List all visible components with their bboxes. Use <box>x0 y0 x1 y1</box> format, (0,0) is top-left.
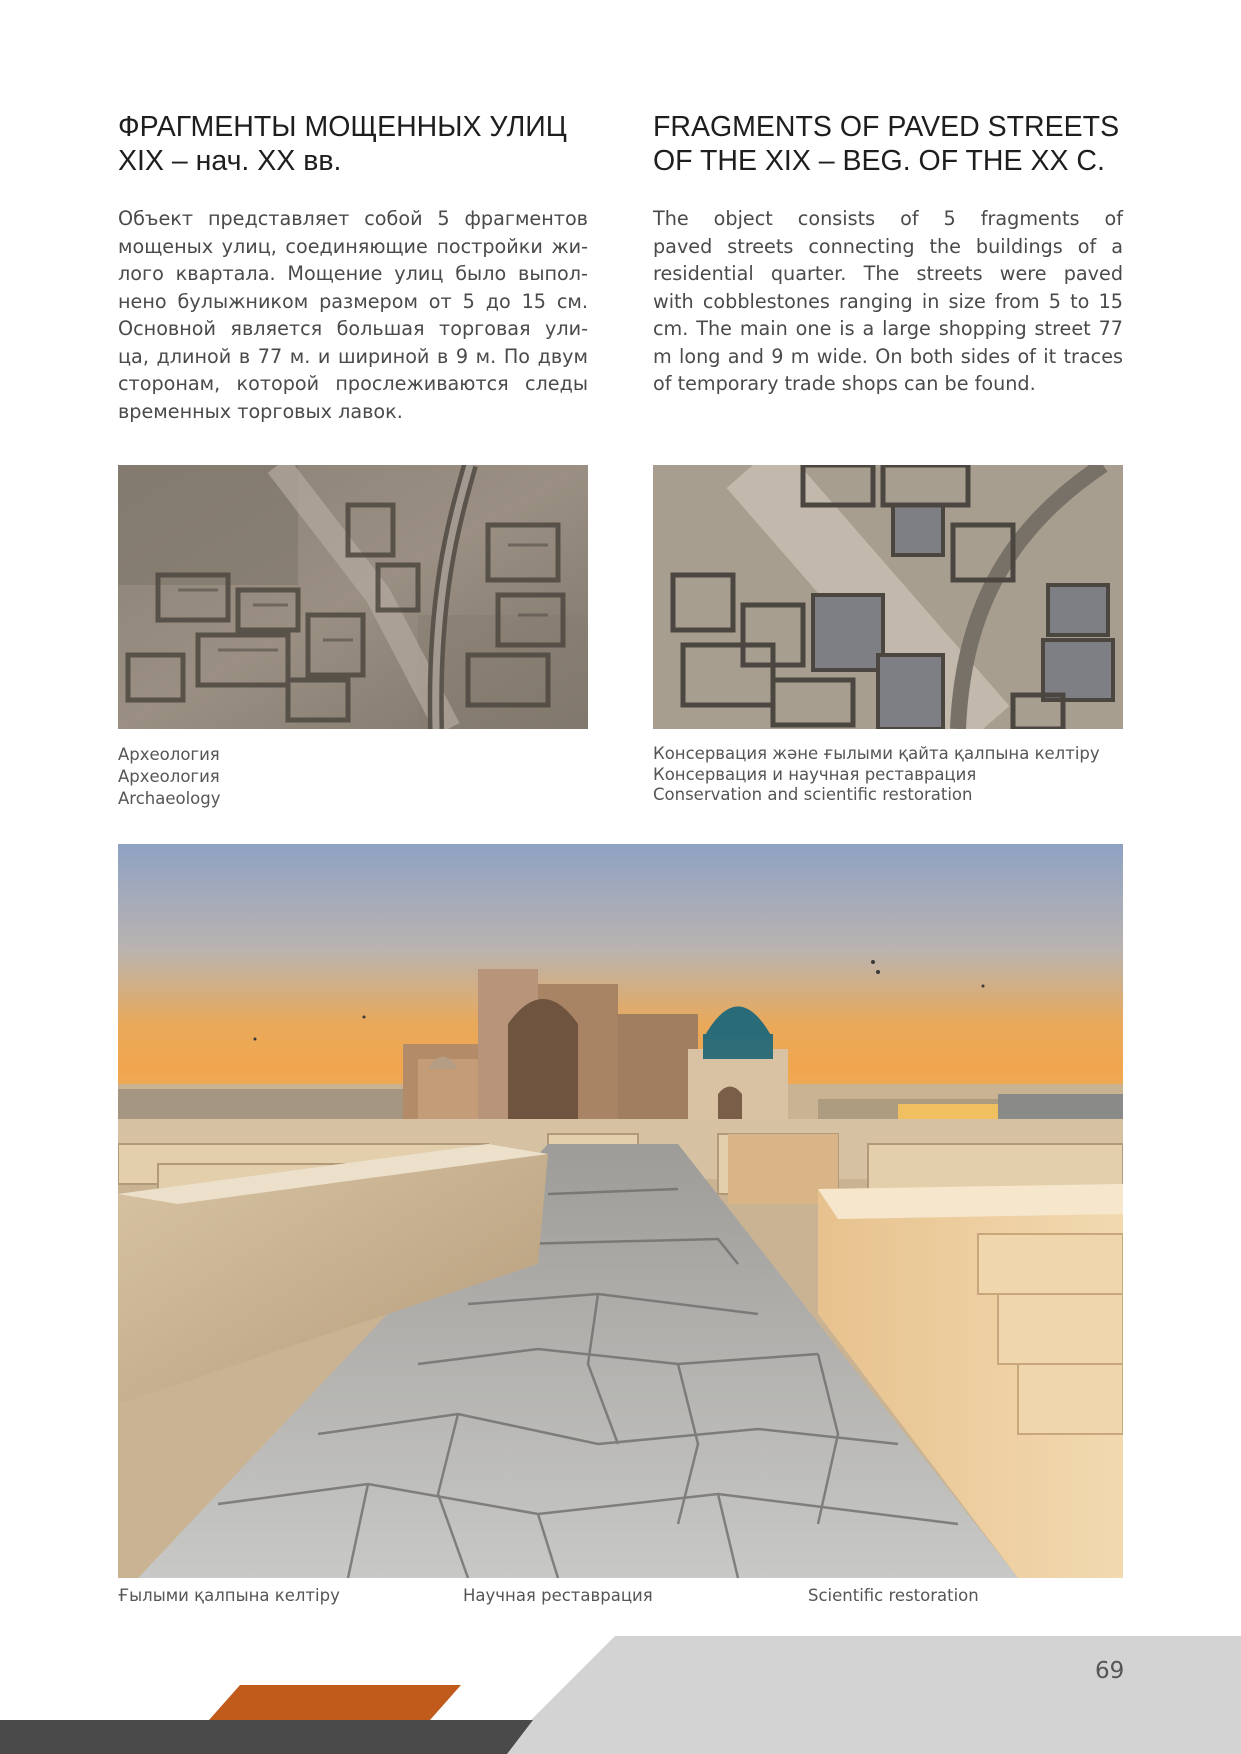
footer-orange-accent <box>209 1685 461 1720</box>
paragraph-line: m long and 9 m wide. On both sides of it traces <box>653 344 1123 368</box>
heading-russian-line: ФРАГМЕНТЫ МОЩЕННЫХ УЛИЦ <box>118 111 567 143</box>
paragraph-line: residential quarter. The streets were paved <box>653 262 1123 285</box>
paragraph-line: Основной является большая торговая ули- <box>118 317 588 340</box>
caption-line: Conservation and scientific restoration <box>653 785 973 804</box>
paragraph-line: of temporary trade shops can be found. <box>653 372 1036 395</box>
paragraph-line: with cobblestones ranging in size from 5 to 15 <box>653 289 1123 313</box>
heading-english-line: FRAGMENTS OF PAVED STREETS <box>653 111 1120 143</box>
page-number: 69 <box>1095 1658 1125 1684</box>
heading-russian <box>118 110 588 178</box>
paragraph-line: The object consists of 5 fragments of <box>653 207 1123 230</box>
paved-street-mausoleum-photo <box>118 844 1123 1578</box>
caption-bottom-russian <box>463 1585 653 1607</box>
footer-dark-bar <box>0 1720 533 1754</box>
caption-bottom-kazakh <box>118 1585 340 1607</box>
paragraph-line: Объект представляет собой 5 фрагментов <box>118 207 588 230</box>
paragraph-line: сторонам, которой прослеживаются следы <box>118 372 588 395</box>
footer-decoration <box>0 1630 1241 1754</box>
paragraph-line: paved streets connecting the buildings of a <box>653 234 1123 258</box>
paragraph-english <box>653 205 1123 398</box>
heading-russian-line: XIX – нач. XX вв. <box>118 145 342 177</box>
caption-line: Археология <box>118 767 220 786</box>
paragraph-line: ца, длиной в 77 м. и шириной в 9 м. По двум <box>118 344 588 368</box>
paragraph-line: cm. The main one is a large shopping street 77 <box>653 317 1123 340</box>
paragraph-line: нено булыжником размером от 5 до 15 см. <box>118 289 588 313</box>
caption-line: Scientific restoration <box>808 1586 979 1605</box>
caption-line: Archaeology <box>118 789 221 808</box>
caption-right-photo <box>653 744 1100 806</box>
aerial-excavation-photo <box>118 465 588 729</box>
caption-bottom-english <box>808 1585 979 1607</box>
caption-left-photo <box>118 744 221 810</box>
caption-line: Археология <box>118 745 220 764</box>
caption-line: Консервация және ғылыми қайта қалпына келтіру <box>653 744 1100 763</box>
aerial-restored-quarter-photo <box>653 465 1123 729</box>
paragraph-line: лого квартала. Мощение улиц было выпол- <box>118 262 588 285</box>
paragraph-line: временных торговых лавок. <box>118 399 403 423</box>
heading-english <box>653 110 1123 178</box>
caption-line: Ғылыми қалпына келтіру <box>118 1586 340 1605</box>
footer-gray-band <box>497 1636 1241 1754</box>
caption-line: Консервация и научная реставрация <box>653 764 977 784</box>
heading-english-line: OF THE XIX – BEG. OF THE XX C. <box>653 145 1105 177</box>
caption-line: Научная реставрация <box>463 1586 653 1605</box>
paragraph-line: мощеных улиц, соединяющие постройки жи- <box>118 234 588 258</box>
paragraph-russian <box>118 205 588 425</box>
